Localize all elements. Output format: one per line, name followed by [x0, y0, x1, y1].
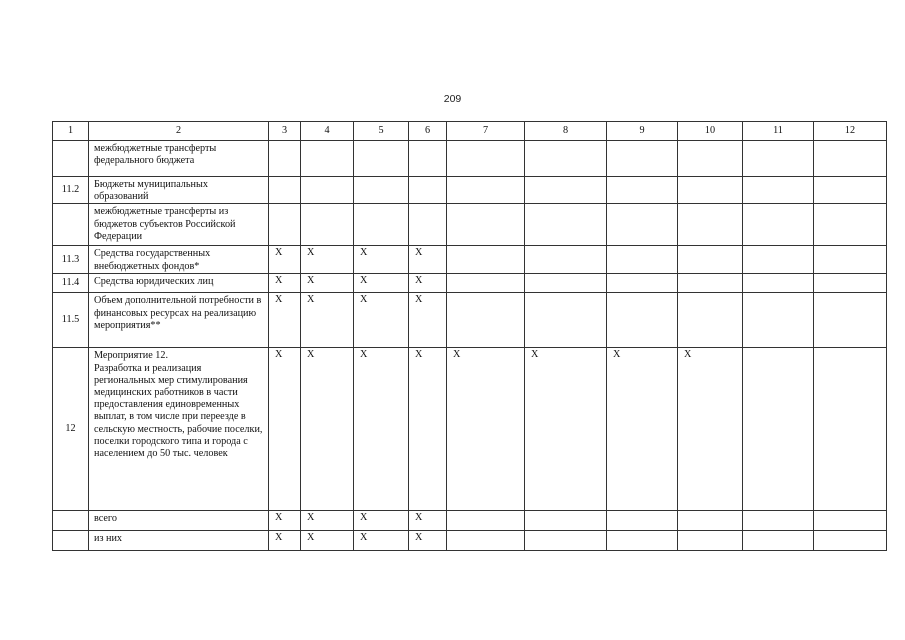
value-cell — [447, 141, 525, 177]
column-header: 5 — [354, 122, 409, 141]
value-cell — [409, 204, 447, 246]
value-cell — [678, 246, 743, 274]
value-cell: X — [269, 246, 301, 274]
value-cell — [814, 348, 887, 511]
value-cell: X — [409, 348, 447, 511]
value-cell — [607, 246, 678, 274]
value-cell — [678, 511, 743, 531]
value-cell: X — [607, 348, 678, 511]
row-number: 11.3 — [53, 246, 89, 274]
column-header: 11 — [743, 122, 814, 141]
column-header: 7 — [447, 122, 525, 141]
value-cell — [743, 204, 814, 246]
budget-table — [52, 121, 887, 551]
value-cell: X — [269, 293, 301, 348]
value-cell — [525, 141, 607, 177]
header-row — [53, 122, 887, 141]
value-cell: X — [409, 246, 447, 274]
value-cell: X — [301, 348, 354, 511]
value-cell: X — [354, 274, 409, 293]
value-cell — [814, 177, 887, 204]
row-number: 11.2 — [53, 177, 89, 204]
value-cell — [678, 293, 743, 348]
value-cell — [354, 204, 409, 246]
value-cell — [678, 204, 743, 246]
column-header: 10 — [678, 122, 743, 141]
value-cell: X — [301, 531, 354, 551]
value-cell — [525, 177, 607, 204]
column-header: 1 — [53, 122, 89, 141]
value-cell — [678, 274, 743, 293]
value-cell — [269, 141, 301, 177]
value-cell: X — [409, 274, 447, 293]
value-cell — [447, 246, 525, 274]
value-cell — [743, 246, 814, 274]
value-cell — [447, 204, 525, 246]
value-cell: X — [269, 511, 301, 531]
value-cell: X — [269, 531, 301, 551]
table-row — [53, 177, 887, 204]
row-description: межбюджетные трансферты федерального бюджета — [89, 141, 269, 177]
value-cell — [678, 141, 743, 177]
row-number — [53, 511, 89, 531]
value-cell — [447, 274, 525, 293]
table-row — [53, 293, 887, 348]
value-cell: X — [447, 348, 525, 511]
table-row — [53, 511, 887, 531]
value-cell: X — [409, 531, 447, 551]
row-description: Средства государственных внебюджетных фондов* — [89, 246, 269, 274]
value-cell — [607, 177, 678, 204]
value-cell — [607, 274, 678, 293]
row-description: Мероприятие 12. Разработка и реализация региональных мер стимулирования медицинских работников в части предоставления единовременных выплат, в том числе при переезде в сельскую местность, рабочие поселки, поселки городского типа и города с населением до 50 тыс. человек — [89, 348, 269, 511]
value-cell: X — [678, 348, 743, 511]
value-cell — [607, 511, 678, 531]
value-cell — [814, 246, 887, 274]
value-cell: X — [354, 293, 409, 348]
value-cell: X — [354, 531, 409, 551]
value-cell — [269, 177, 301, 204]
value-cell — [354, 177, 409, 204]
page-number: 209 — [443, 93, 462, 105]
value-cell: X — [301, 274, 354, 293]
value-cell — [301, 141, 354, 177]
value-cell — [814, 511, 887, 531]
value-cell — [814, 293, 887, 348]
value-cell: X — [269, 348, 301, 511]
value-cell — [525, 511, 607, 531]
value-cell — [525, 293, 607, 348]
value-cell — [525, 246, 607, 274]
value-cell — [743, 274, 814, 293]
value-cell: X — [525, 348, 607, 511]
value-cell — [743, 348, 814, 511]
column-header: 9 — [607, 122, 678, 141]
value-cell — [607, 204, 678, 246]
value-cell — [409, 141, 447, 177]
value-cell — [607, 293, 678, 348]
value-cell — [607, 141, 678, 177]
column-header: 6 — [409, 122, 447, 141]
table-row — [53, 141, 887, 177]
column-header: 3 — [269, 122, 301, 141]
value-cell — [814, 274, 887, 293]
value-cell — [743, 141, 814, 177]
value-cell — [743, 177, 814, 204]
row-description: из них — [89, 531, 269, 551]
value-cell — [743, 511, 814, 531]
value-cell: X — [301, 246, 354, 274]
column-header: 2 — [89, 122, 269, 141]
row-number — [53, 141, 89, 177]
row-description: Объем дополнительной потребности в финансовых ресурсах на реализацию мероприятия** — [89, 293, 269, 348]
column-header: 12 — [814, 122, 887, 141]
value-cell — [301, 204, 354, 246]
value-cell — [678, 531, 743, 551]
value-cell — [743, 531, 814, 551]
value-cell — [447, 293, 525, 348]
value-cell — [447, 511, 525, 531]
value-cell — [525, 274, 607, 293]
value-cell: X — [354, 246, 409, 274]
table-row — [53, 274, 887, 293]
value-cell — [814, 204, 887, 246]
value-cell — [269, 204, 301, 246]
value-cell — [525, 531, 607, 551]
column-header: 8 — [525, 122, 607, 141]
value-cell — [409, 177, 447, 204]
value-cell — [814, 141, 887, 177]
value-cell: X — [354, 348, 409, 511]
value-cell: X — [409, 511, 447, 531]
table-row — [53, 531, 887, 551]
value-cell — [678, 177, 743, 204]
value-cell — [525, 204, 607, 246]
value-cell — [743, 293, 814, 348]
row-number: 11.4 — [53, 274, 89, 293]
row-description: Средства юридических лиц — [89, 274, 269, 293]
value-cell — [447, 177, 525, 204]
value-cell — [814, 531, 887, 551]
value-cell: X — [301, 293, 354, 348]
table-row — [53, 246, 887, 274]
row-number: 11.5 — [53, 293, 89, 348]
row-description: Бюджеты муниципальных образований — [89, 177, 269, 204]
value-cell: X — [301, 511, 354, 531]
row-description: всего — [89, 511, 269, 531]
table-row — [53, 204, 887, 246]
value-cell — [301, 177, 354, 204]
value-cell: X — [409, 293, 447, 348]
value-cell: X — [269, 274, 301, 293]
value-cell: X — [354, 511, 409, 531]
row-number — [53, 531, 89, 551]
value-cell — [607, 531, 678, 551]
row-description: межбюджетные трансферты из бюджетов субъектов Российской Федерации — [89, 204, 269, 246]
table-row — [53, 348, 887, 511]
row-number — [53, 204, 89, 246]
value-cell — [354, 141, 409, 177]
row-number: 12 — [53, 348, 89, 511]
column-header: 4 — [301, 122, 354, 141]
value-cell — [447, 531, 525, 551]
